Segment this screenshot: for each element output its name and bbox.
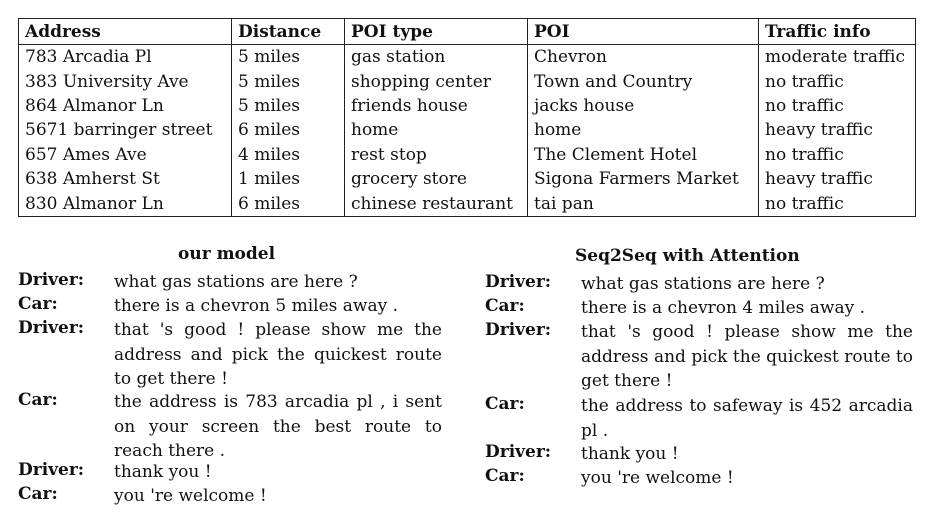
utterance: the address to safeway is 452 arcadia pl .	[581, 396, 913, 441]
header-poi-type: POI type	[345, 19, 528, 45]
utterance: you 're welcome !	[581, 468, 734, 488]
utterance: thank you !	[114, 462, 212, 482]
cell-distance: 5 miles	[232, 94, 345, 118]
utterance: thank you !	[581, 444, 679, 464]
cell-address: 864 Almanor Ln	[25, 95, 164, 116]
cell-distance: 5 miles	[232, 45, 345, 70]
cell-distance: 6 miles	[232, 191, 345, 216]
cell-poi: tai pan	[528, 191, 759, 216]
dialogue-turn	[485, 320, 913, 394]
dialogue-turn	[485, 442, 913, 467]
speaker-label: Car:	[485, 466, 525, 486]
speaker-label: Driver:	[18, 460, 85, 480]
cell-address: 383 University Ave	[25, 71, 189, 92]
cell-traffic: no traffic	[759, 94, 916, 118]
cell-traffic: heavy traffic	[759, 167, 916, 191]
speaker-label: Driver:	[18, 270, 85, 290]
cell-address: 638 Amherst St	[25, 169, 160, 190]
header-address: Address	[19, 19, 232, 45]
speaker-label: Driver:	[485, 320, 552, 340]
cell-distance: 4 miles	[232, 143, 345, 167]
speaker-label: Car:	[18, 484, 58, 504]
speaker-label: Car:	[18, 294, 58, 314]
utterance: there is a chevron 4 miles away .	[581, 298, 866, 318]
header-traffic-info: Traffic info	[759, 19, 916, 45]
dialogue-turn	[18, 318, 442, 392]
speaker-label: Car:	[485, 296, 525, 316]
cell-address: 783 Arcadia Pl	[25, 47, 152, 68]
dialogue-turn	[18, 294, 442, 319]
cell-address: 830 Almanor Ln	[19, 191, 232, 216]
table-row	[19, 69, 916, 93]
utterance: you 're welcome !	[114, 486, 267, 506]
cell-poi-type: home	[345, 118, 528, 142]
header-poi: POI	[528, 19, 759, 45]
cell-poi-type: chinese restaurant	[345, 191, 528, 216]
table-row	[19, 45, 916, 70]
cell-traffic: heavy traffic	[759, 118, 916, 142]
speaker-label: Driver:	[485, 272, 552, 292]
cell-address: 657 Ames Ave	[25, 144, 147, 165]
table-row	[19, 143, 916, 167]
cell-poi: Chevron	[528, 45, 759, 70]
cell-poi-type: rest stop	[345, 143, 528, 167]
poi-table	[18, 18, 916, 217]
dialogue-turn	[485, 394, 913, 443]
cell-poi: home	[528, 118, 759, 142]
speaker-label: Driver:	[18, 318, 85, 338]
table-row	[19, 94, 916, 118]
utterance: what gas stations are here ?	[114, 272, 358, 292]
cell-poi-type: grocery store	[345, 167, 528, 191]
utterance: that 's good ! please show me the address and pick the quickest route to get there !	[114, 320, 442, 389]
cell-poi: jacks house	[528, 94, 759, 118]
dialogue-turn	[485, 296, 913, 321]
cell-poi: The Clement Hotel	[528, 143, 759, 167]
speaker-label: Car:	[485, 394, 525, 414]
cell-poi-type: friends house	[345, 94, 528, 118]
utterance: there is a chevron 5 miles away .	[114, 296, 399, 316]
dialogue-turn	[18, 484, 442, 509]
table-row	[19, 167, 916, 191]
cell-traffic: no traffic	[759, 191, 916, 216]
cell-traffic: no traffic	[759, 69, 916, 93]
table-row	[19, 191, 916, 216]
dialogue-turn	[18, 390, 442, 464]
speaker-label: Car:	[18, 390, 58, 410]
dialogue-turn	[485, 466, 913, 491]
cell-poi: Town and Country	[528, 69, 759, 93]
cell-poi-type: gas station	[345, 45, 528, 70]
cell-traffic: no traffic	[759, 143, 916, 167]
utterance: that 's good ! please show me the address and pick the quickest route to get there !	[581, 322, 913, 391]
cell-traffic: moderate traffic	[759, 45, 916, 70]
cell-distance: 6 miles	[232, 118, 345, 142]
dialogue-turn	[18, 270, 442, 295]
cell-poi: Sigona Farmers Market	[528, 167, 759, 191]
cell-distance: 5 miles	[232, 69, 345, 93]
dialogue-turn	[485, 272, 913, 297]
our-model-title: our model	[178, 244, 276, 264]
table-header-row	[19, 19, 916, 45]
dialogue-turn	[18, 460, 442, 485]
cell-distance: 1 miles	[232, 167, 345, 191]
cell-poi-type: shopping center	[345, 69, 528, 93]
header-distance: Distance	[232, 19, 345, 45]
utterance: what gas stations are here ?	[581, 274, 825, 294]
speaker-label: Driver:	[485, 442, 552, 462]
cell-address: 5671 barringer street	[25, 120, 213, 141]
table-row	[19, 118, 916, 142]
seq2seq-title: Seq2Seq with Attention	[575, 246, 800, 266]
utterance: the address is 783 arcadia pl , i sent on your screen the best route to reach there .	[114, 392, 442, 461]
